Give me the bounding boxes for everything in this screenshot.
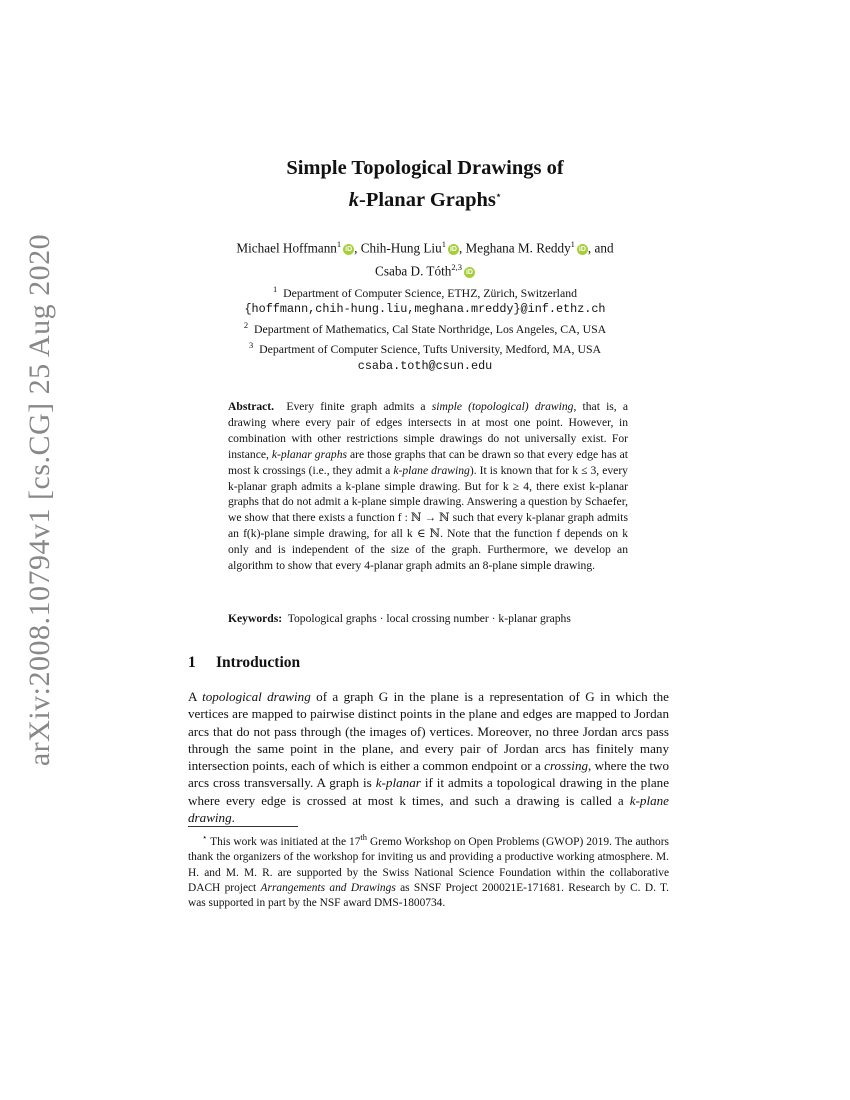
footnote-text: Gremo Workshop on Open Problems (GWOP) 2019. The authors thank the organizers of the workshop for inviting us and providing a productive working atmosphere. M. H. and M. M. R. are supported by the Swiss National Science Foundation within the collaborative DACH project — [188, 835, 669, 895]
intro-emph: k-plane drawing — [188, 792, 669, 826]
footnote-text: as SNSF Project 200021E-171681. Research by C. D. T. was supported in part by the NSF award DMS-1800734. — [188, 882, 669, 910]
abstract-text: are those graphs that can be drawn so that every edge has at most k crossings (i.e., they admit a — [228, 447, 628, 477]
abstract-label: Abstract. — [228, 400, 275, 413]
section-number: 1 — [188, 654, 196, 671]
title-line-1: Simple Topological Drawings of — [286, 157, 564, 179]
affiliations — [0, 281, 850, 374]
footnote — [188, 830, 669, 912]
author-sup: 1 — [570, 239, 575, 249]
affiliation-1 — [0, 281, 850, 301]
affil-text: Department of Mathematics, Cal State Northridge, Los Angeles, CA, USA — [253, 322, 607, 337]
footnote-emph: Arrangements and Drawings — [260, 882, 396, 895]
footnote-sup: th — [360, 832, 368, 842]
author-sup: 1 — [336, 239, 342, 249]
intro-emph: k-planar — [375, 775, 421, 791]
orcid-icon[interactable]: iD — [465, 269, 473, 277]
author-sup: 1 — [441, 239, 446, 249]
section-title: Introduction — [216, 654, 301, 671]
intro-text: if it admits a topological drawing in the plane where every edge is crossed at most k times, and such a drawing is called a — [188, 775, 670, 808]
keywords — [228, 611, 628, 627]
affil-num: 3 — [248, 340, 254, 351]
author-list — [0, 235, 850, 281]
author-line-1: Michael Hoffmann$^1$iD , Chih-Hung Liu$^1$iD , Meghana M. Reddy$^1$iD , and — [236, 239, 614, 256]
author-line-2 — [0, 258, 850, 281]
abstract-text: , that is, a drawing where every pair of edges intersects in at most one point. However, in combination with other restrictions simple drawings do not universally exist. For instance, — [228, 400, 628, 461]
affil-text: Department of Computer Science, Tufts University, Medford, MA, USA — [259, 342, 602, 357]
abstract — [228, 399, 628, 574]
title-line-2 — [0, 182, 850, 214]
affiliation-3 — [0, 337, 850, 357]
intro-emph: topological drawing — [202, 689, 311, 704]
intro-text: of a graph G in the plane is a representation of G in which the vertices are mapped to pairwise distinct points in the plane and edges are mapped to Jordan arcs that do not pass through (the images of) vertices. Moreover, no three Jordan arcs pass through the same point in the plane, and every pair of Jordan arcs has finitely many intersection points, each of which is either a common endpoint or a — [188, 689, 669, 774]
orcid-icon[interactable]: iD — [578, 246, 586, 254]
title-k: k — [348, 188, 360, 211]
abstract-text: Every finite graph admits a — [286, 400, 432, 413]
intro-emph: crossing — [544, 758, 589, 774]
author-reddy: Meghana M. Reddy — [465, 240, 571, 256]
keywords-text: Topological graphs · local crossing number · k-planar graphs — [287, 612, 571, 625]
footnote-mark: ⋆ — [202, 832, 208, 842]
arxiv-side-stamp: arXiv:2008.10794v1 [cs.CG] 25 Aug 2020 — [23, 233, 56, 767]
intro-paragraph — [188, 688, 669, 826]
orcid-icon[interactable]: iD — [345, 246, 353, 254]
intro-text: A — [188, 689, 203, 704]
email-1[interactable]: {hoffmann,chih-hung.liu,meghana.mreddy}@inf.ethz.ch — [244, 302, 606, 317]
orcid-icon[interactable]: iD — [449, 246, 457, 254]
abstract-emph: k-planar graphs — [271, 447, 348, 461]
email-3[interactable]: csaba.toth@csun.edu — [357, 358, 493, 373]
abstract-emph: k-plane drawing — [393, 463, 470, 477]
abstract-emph: simple (topological) drawing — [431, 400, 574, 413]
author-liu: Chih-Hung Liu — [360, 240, 442, 256]
affiliation-2 — [0, 317, 850, 337]
title-rest: -Planar Graphs — [359, 188, 496, 211]
section-heading — [188, 654, 300, 672]
abstract-text: ). It is known that for k ≤ 3, every k-planar graph admits a k-plane simple drawing. But for k ≥ 4, there exist k-planar graphs that do not admit a k-plane simple drawing. Answering a question by Schaefer, we show that there exists a function f : ℕ → ℕ such that every k-planar graph admits an f(k)-plane simple drawing, for all k ∈ ℕ. Note that the function f depends on k only and is independent of the size of the graph. Furthermore, we develop an algorithm to show that every 4-planar graph admits an 8-plane simple drawing. — [228, 463, 628, 573]
author-and: and — [594, 240, 614, 256]
affil-num: 1 — [272, 284, 278, 294]
author-toth: Csaba D. Tóth — [375, 263, 452, 279]
title-star: ⋆ — [495, 190, 502, 200]
intro-text: , where the two arcs cross transversally. A graph is — [188, 758, 669, 791]
author-hoffmann: Michael Hoffmann — [236, 240, 337, 256]
affil-text: Department of Computer Science, ETHZ, Zürich, Switzerland — [283, 285, 577, 300]
paper-title — [0, 155, 850, 214]
author-sup: 2,3 — [451, 261, 462, 272]
affil-num: 2 — [243, 320, 249, 331]
footnote-text: This work was initiated at the 17 — [210, 835, 361, 848]
intro-text: . — [231, 810, 235, 826]
keywords-label: Keywords: — [228, 612, 283, 625]
footnote-rule — [188, 826, 298, 827]
